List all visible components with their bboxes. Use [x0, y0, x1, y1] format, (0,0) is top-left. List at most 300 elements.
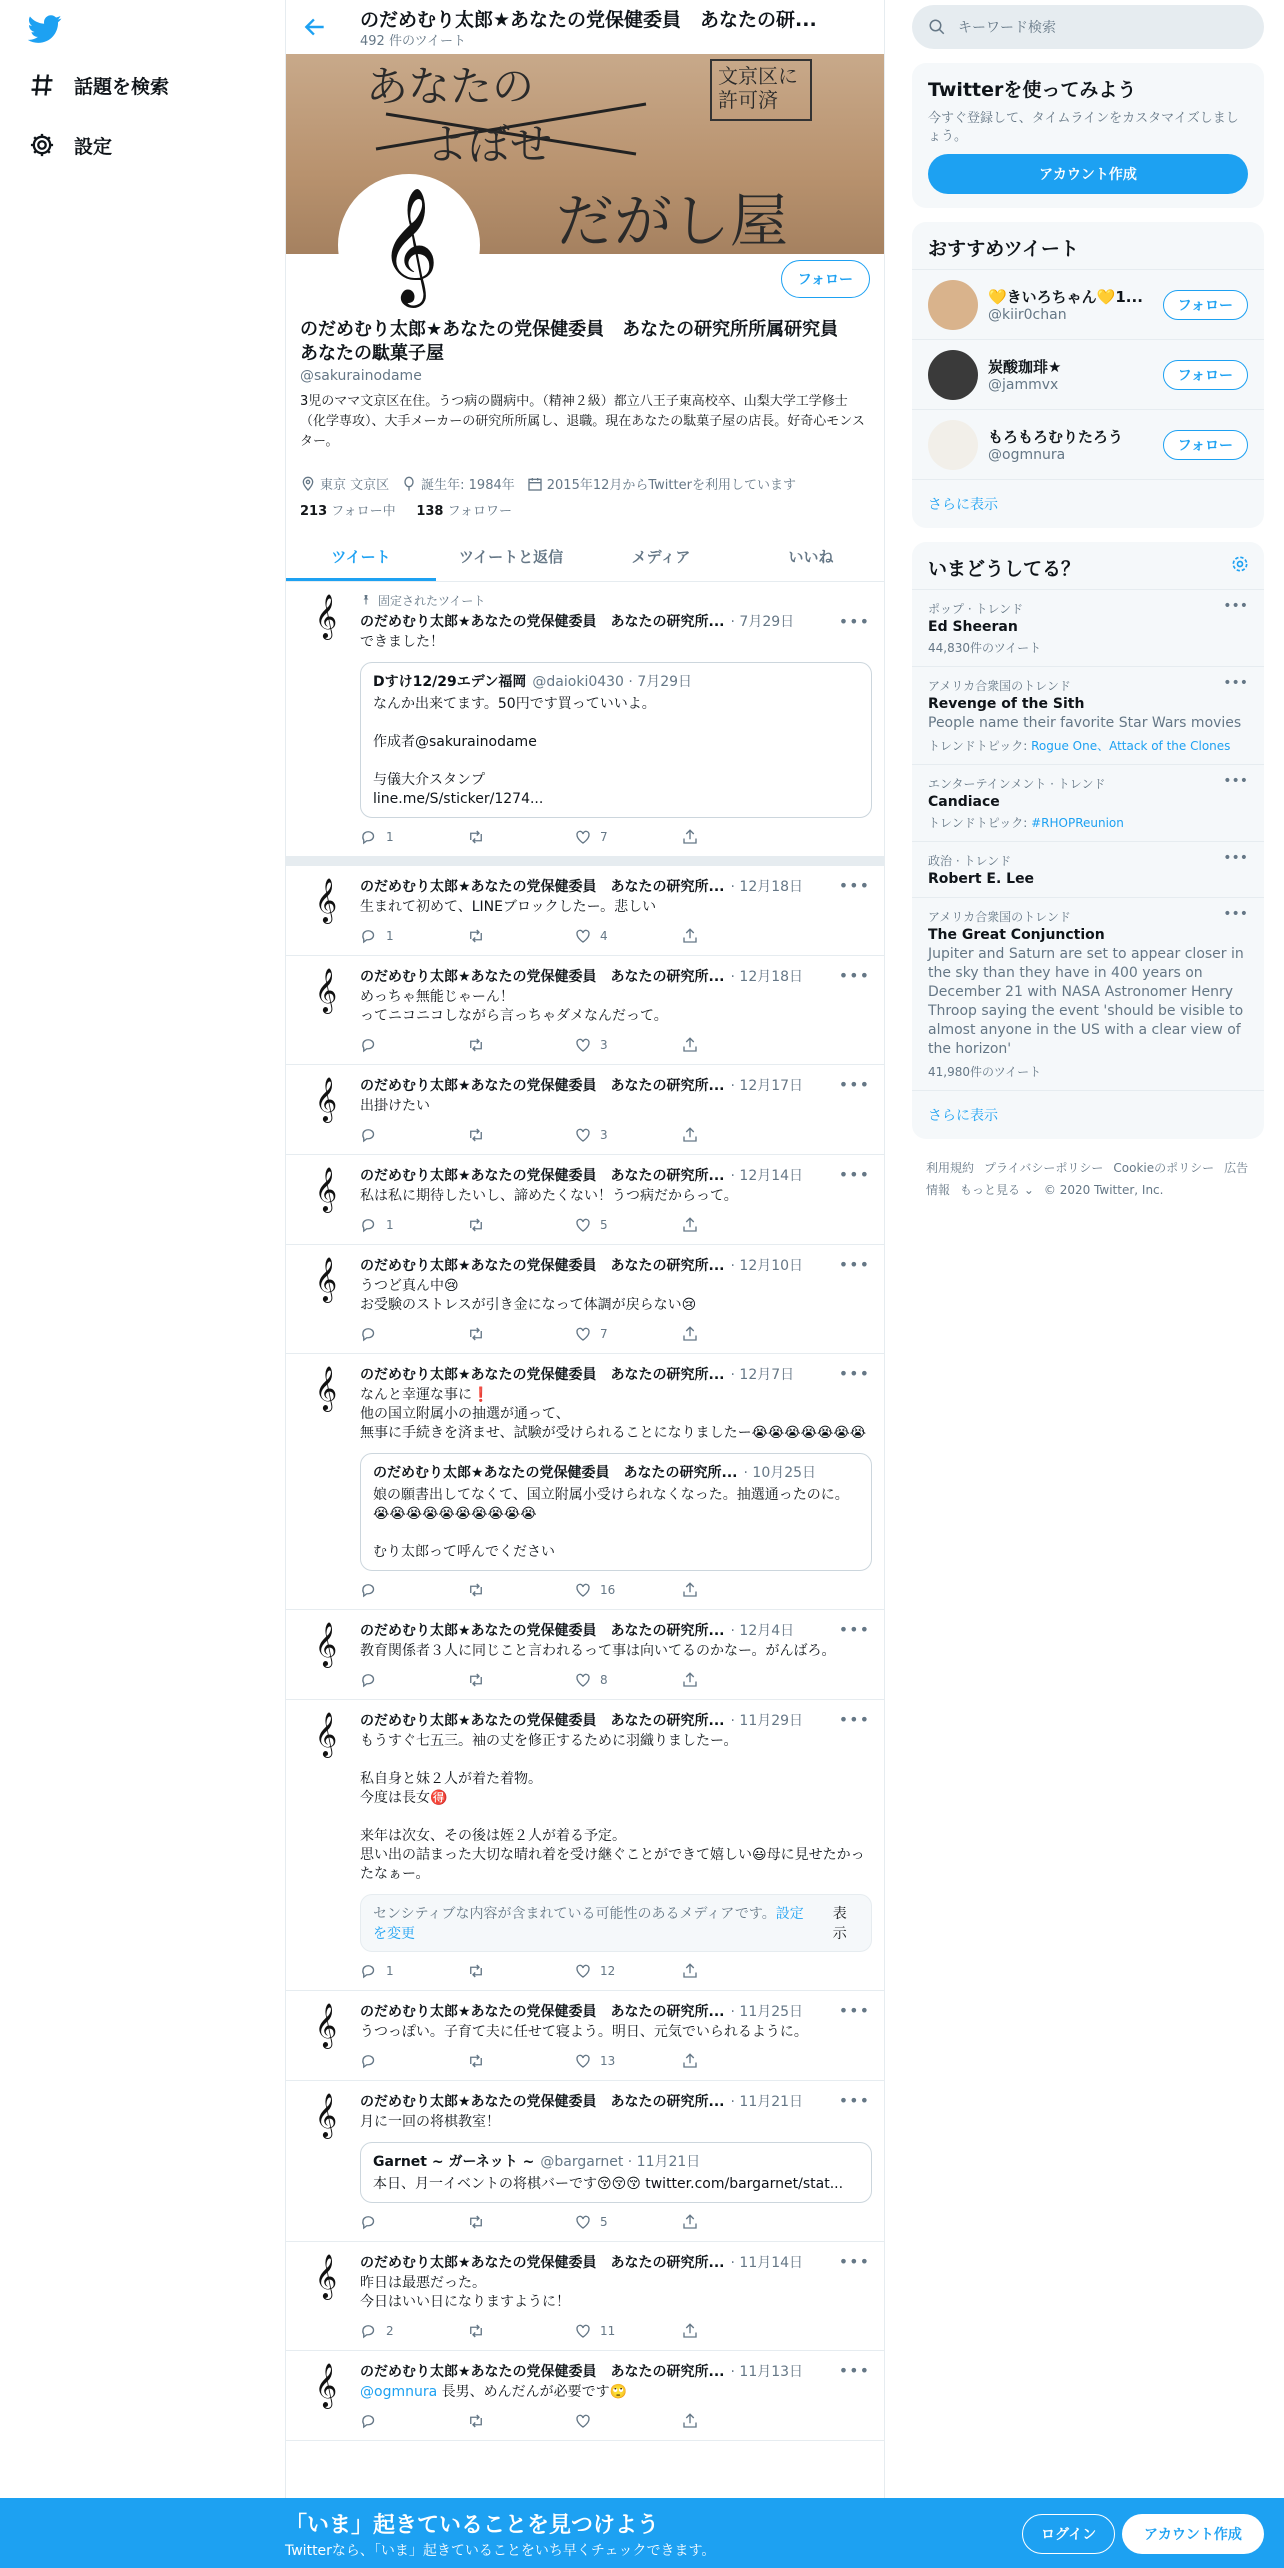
retweet-icon	[467, 2213, 485, 2231]
login-button[interactable]: ログイン	[1022, 2514, 1115, 2554]
tweet-date[interactable]: · 12月10日	[730, 1258, 804, 1274]
search-input[interactable]: キーワード検索	[958, 20, 1056, 36]
tweet-text	[360, 2023, 872, 2042]
heart-button[interactable]	[574, 1036, 681, 1054]
followers-link[interactable]	[416, 504, 512, 519]
location-text: 東京 文京区	[320, 478, 390, 493]
pin-icon	[360, 594, 372, 606]
tweet-body: めっちゃ無能じゃーん！ ってニコニコしながら言っちゃダメなんだって。	[360, 989, 668, 1024]
trend-context: ポップ · トレンド	[928, 602, 1024, 616]
heart-button[interactable]	[574, 828, 681, 846]
tweet-header	[360, 876, 872, 896]
tweet-author-name[interactable]: のだめむり太郎★あなたの党保健委員 あなたの研究所...	[360, 614, 725, 630]
reply-icon	[360, 2213, 378, 2231]
recommended-user[interactable]	[912, 339, 1264, 409]
quoted-header	[373, 2151, 859, 2171]
tweet-header	[360, 1364, 872, 1384]
tweet-date[interactable]: · 12月7日	[730, 1367, 795, 1383]
tweet-author-name[interactable]: のだめむり太郎★あなたの党保健委員 あなたの研究所...	[360, 1168, 725, 1184]
heart-button[interactable]	[574, 927, 681, 945]
retweet-button[interactable]	[467, 2412, 574, 2430]
profile-meta	[300, 474, 796, 493]
tweet-more-icon[interactable]: •••	[838, 2001, 870, 2020]
trend-item[interactable]	[912, 666, 1264, 764]
retweet-button[interactable]	[467, 1671, 574, 1689]
back-arrow-icon[interactable]	[302, 14, 328, 40]
reply-button[interactable]	[360, 1581, 467, 1599]
trend-topics-links[interactable]: #RHOPReunion	[1031, 816, 1124, 830]
retweet-button[interactable]	[467, 2052, 574, 2070]
tab-tweets-replies[interactable]: ツイートと返信	[458, 548, 564, 566]
tweet-avatar[interactable]: 𝄞	[314, 1622, 338, 1666]
nav-settings[interactable]	[28, 125, 112, 165]
reply-icon	[360, 2322, 378, 2340]
share-button[interactable]	[681, 1962, 788, 1980]
share-button[interactable]	[681, 2213, 788, 2231]
tweet-date[interactable]: · 12月4日	[730, 1623, 795, 1639]
recommended-name[interactable]: 炭酸珈琲★	[988, 358, 1062, 376]
trend-item[interactable]	[912, 764, 1264, 841]
tweet-avatar[interactable]: 𝄞	[314, 2363, 338, 2407]
tweet-count: 492 件のツイート	[360, 34, 467, 49]
tweet	[286, 956, 885, 1065]
reply-icon	[360, 2412, 378, 2430]
bottom-signup-button[interactable]: アカウント作成	[1122, 2514, 1264, 2554]
tweet-header	[360, 2001, 872, 2021]
heart-button[interactable]	[574, 1216, 681, 1234]
trends-title: いまどうしてる？	[928, 558, 1081, 580]
trend-more-icon[interactable]: •••	[1223, 598, 1248, 614]
heart-icon	[574, 828, 592, 846]
retweet-icon	[467, 828, 485, 846]
retweet-icon	[467, 2412, 485, 2430]
reply-button[interactable]	[360, 2213, 467, 2231]
tweet-avatar[interactable]: 𝄞	[314, 594, 338, 638]
tweet-text	[360, 1386, 872, 1443]
quoted-header	[373, 1462, 859, 1482]
heart-button[interactable]	[574, 1581, 681, 1599]
tweet-date[interactable]: · 11月25日	[730, 2004, 804, 2020]
trend-topics-links[interactable]: Rogue One、Attack of the Clones	[1031, 739, 1231, 753]
banner-text-1: あなたの	[366, 62, 535, 111]
footer-link[interactable]: Cookieのポリシー	[1113, 1161, 1215, 1175]
left-nav	[0, 0, 285, 2568]
tweet-more-icon[interactable]: •••	[838, 966, 870, 985]
recommended-follow-button[interactable]: フォロー	[1163, 290, 1248, 320]
reply-button[interactable]	[360, 2412, 467, 2430]
birthday	[401, 474, 515, 493]
tweet-body: なんと幸運な事に❗ 他の国立附属小の抽選が通って、 無事に手続きを済ませ、試験が受けられることになりましたー😭😭😭😭😭😭😭	[360, 1387, 867, 1441]
recommended-user[interactable]	[912, 409, 1264, 479]
sensitive-media-notice	[360, 1894, 872, 1952]
tweet-author-name[interactable]: のだめむり太郎★あなたの党保健委員 あなたの研究所...	[360, 2364, 725, 2380]
tweet	[286, 2351, 885, 2441]
reply-count: 1	[386, 830, 394, 844]
quoted-handle-date: @daioki0430 · 7月29日	[532, 674, 693, 690]
gear-icon	[28, 131, 56, 159]
reply-button[interactable]	[360, 828, 467, 846]
tweet-date[interactable]: · 12月18日	[730, 969, 804, 985]
right-sidebar	[912, 0, 1264, 1219]
recommended-avatar[interactable]	[928, 350, 978, 400]
share-icon	[681, 828, 699, 846]
footer-link: © 2020 Twitter, Inc.	[1043, 1183, 1164, 1197]
retweet-icon	[467, 1036, 485, 1054]
nav-settings-label: 設定	[74, 135, 113, 158]
share-button[interactable]	[681, 1036, 788, 1054]
tweet-body: 生まれて初めて、LINEブロックしたー。悲しい	[360, 899, 657, 915]
heart-button[interactable]	[574, 2412, 681, 2430]
trend-more-icon[interactable]: •••	[1223, 906, 1248, 922]
share-icon	[681, 1036, 699, 1054]
trend-more-icon[interactable]: •••	[1223, 675, 1248, 691]
reply-icon	[360, 1036, 378, 1054]
tweet-more-icon[interactable]: •••	[838, 876, 870, 895]
trend-name: Revenge of the Sith	[928, 696, 1085, 712]
tab-media[interactable]: メディア	[631, 548, 691, 566]
reply-count: 1	[386, 1218, 394, 1232]
share-icon	[681, 2322, 699, 2340]
recommended-user[interactable]	[912, 269, 1264, 339]
tweet-date[interactable]: · 11月21日	[730, 2094, 804, 2110]
tab-likes[interactable]: いいね	[788, 548, 834, 566]
recommended-more-link[interactable]: さらに表示	[912, 479, 1264, 528]
recommended-info	[988, 286, 1163, 323]
tweet-date[interactable]: · 12月17日	[730, 1078, 804, 1094]
tweet-author-name[interactable]: のだめむり太郎★あなたの党保健委員 あなたの研究所...	[360, 969, 725, 985]
tweet-header	[360, 1255, 872, 1275]
tab-tweets[interactable]: ツイート	[286, 532, 436, 581]
retweet-button[interactable]	[467, 2213, 574, 2231]
recommended-follow-button[interactable]: フォロー	[1163, 360, 1248, 390]
share-button[interactable]	[681, 1325, 788, 1343]
bottom-bar-subtitle: Twitterなら、「いま」起きていることをいち早くチェックできます。	[285, 2543, 716, 2559]
recommended-name[interactable]: 💛きいろちゃん💛1...	[988, 288, 1143, 306]
tweet-author-name[interactable]: のだめむり太郎★あなたの党保健委員 あなたの研究所...	[360, 1713, 725, 1729]
heart-icon	[574, 1036, 592, 1054]
trend-name: Candiace	[928, 794, 1000, 810]
tweet-author-name[interactable]: のだめむり太郎★あなたの党保健委員 あなたの研究所...	[360, 1258, 725, 1274]
footer-link[interactable]: プライバシーポリシー	[984, 1161, 1104, 1175]
quoted-tweet[interactable]	[360, 1453, 872, 1571]
footer-link[interactable]: もっと見る ⌄	[960, 1183, 1034, 1197]
retweet-button[interactable]	[467, 1036, 574, 1054]
tweet-author-name[interactable]: のだめむり太郎★あなたの党保健委員 あなたの研究所...	[360, 1623, 725, 1639]
signup-title: Twitterを使ってみよう	[928, 79, 1137, 101]
recommended-handle: @kiir0chan	[988, 307, 1067, 323]
trend-item[interactable]	[912, 897, 1264, 1090]
reply-count: 1	[386, 1964, 394, 1978]
banner-text-2: だがし屋	[556, 187, 789, 254]
retweet-button[interactable]	[467, 1581, 574, 1599]
share-button[interactable]	[681, 1581, 788, 1599]
trend-count: 41,980件のツイート	[928, 1065, 1042, 1079]
heart-button[interactable]	[574, 1671, 681, 1689]
nav-explore[interactable]	[28, 65, 169, 105]
heart-icon	[574, 1581, 592, 1599]
tweet-more-icon[interactable]: •••	[838, 1255, 870, 1274]
share-button[interactable]	[681, 927, 788, 945]
tweet	[286, 2081, 885, 2242]
quoted-handle-date: @bargarnet · 11月21日	[540, 2154, 701, 2170]
tweet-body: 私は私に期待したいし、諦めたくない！うつ病だからって。	[360, 1188, 738, 1204]
reply-button[interactable]	[360, 1036, 467, 1054]
tweet-text	[360, 988, 872, 1026]
location	[300, 474, 389, 493]
retweet-icon	[467, 927, 485, 945]
quoted-text: 娘の願書出してなくて、国立附属小受けられなくなった。抽選通ったのに。😭😭😭😭😭😭😭😭😭😭 むり太郎って呼んでください	[373, 1487, 849, 1560]
tweet-more-icon[interactable]: •••	[838, 2361, 870, 2380]
tweet-avatar[interactable]: 𝄞	[314, 1257, 338, 1301]
following-count: 213	[300, 504, 328, 519]
retweet-button[interactable]	[467, 1126, 574, 1144]
trend-name: Robert E. Lee	[928, 871, 1035, 887]
reply-button[interactable]	[360, 1325, 467, 1343]
trends-more-link[interactable]: さらに表示	[912, 1090, 1264, 1139]
retweet-icon	[467, 1581, 485, 1599]
following-link[interactable]	[300, 504, 396, 519]
trend-count: 44,830件のツイート	[928, 641, 1042, 655]
tweet-date[interactable]: · 12月14日	[730, 1168, 804, 1184]
tweet-author-name[interactable]: のだめむり太郎★あなたの党保健委員 あなたの研究所...	[360, 879, 725, 895]
quoted-tweet[interactable]	[360, 662, 872, 818]
trend-item[interactable]	[912, 589, 1264, 666]
footer-link[interactable]: 広告情報	[926, 1161, 1249, 1197]
trend-context: 政治 · トレンド	[928, 854, 1012, 868]
tweet-body: できました！	[360, 634, 444, 650]
retweet-icon	[467, 2322, 485, 2340]
change-settings-link[interactable]: 設定を変更	[373, 1906, 804, 1942]
tweet-text	[360, 1187, 872, 1206]
heart-count: 7	[600, 830, 608, 844]
quoted-text: なんか出来てます。50円です買っていいよ。 作成者@sakurainodame 与儀大介スタンプ line.me/S/sticker/1274...	[373, 696, 656, 807]
retweet-button[interactable]	[467, 828, 574, 846]
tweet-author-name[interactable]: のだめむり太郎★あなたの党保健委員 あなたの研究所...	[360, 2255, 725, 2271]
reply-icon	[360, 1581, 378, 1599]
share-button[interactable]	[681, 2412, 788, 2430]
trend-more-icon[interactable]: •••	[1223, 773, 1248, 789]
tweet-avatar[interactable]: 𝄞	[314, 968, 338, 1012]
trend-description: Jupiter and Saturn are set to appear closer in the sky than they have in 400 years on December 21 with NASA Astronomer Henry Throop saying the event 'should be visible to almost anyone in the US with a clear view of the horizon'	[928, 946, 1244, 1057]
share-icon	[681, 1325, 699, 1343]
recommended-avatar[interactable]	[928, 420, 978, 470]
tweet-date[interactable]: · 7月29日	[730, 614, 795, 630]
retweet-button[interactable]	[467, 927, 574, 945]
tweet-more-icon[interactable]: •••	[838, 1364, 870, 1383]
follow-button[interactable]: フォロー	[781, 260, 870, 298]
tweet-date[interactable]: · 12月18日	[730, 879, 804, 895]
tweet	[286, 1700, 885, 1991]
tweet-avatar[interactable]: 𝄞	[314, 1366, 338, 1410]
share-icon	[681, 2412, 699, 2430]
tweet-actions	[360, 1581, 872, 1599]
tweet-more-icon[interactable]: •••	[838, 2252, 870, 2271]
tweet-actions	[360, 1962, 872, 1980]
tweet-more-icon[interactable]: •••	[838, 2091, 870, 2110]
retweet-button[interactable]	[467, 1962, 574, 1980]
reply-button[interactable]	[360, 2052, 467, 2070]
heart-button[interactable]	[574, 2322, 681, 2340]
sensitive-text: センシティブな内容が含まれている可能性のあるメディアです。	[373, 1906, 776, 1922]
tweet-author-name[interactable]: のだめむり太郎★あなたの党保健委員 あなたの研究所...	[360, 2004, 725, 2020]
quoted-author: のだめむり太郎★あなたの党保健委員 あなたの研究所...	[373, 1465, 738, 1481]
tweet-actions	[360, 2052, 872, 2070]
following-label: フォロー中	[331, 504, 396, 519]
calendar-icon	[527, 476, 543, 492]
tweet-text	[360, 633, 872, 652]
joined	[527, 474, 796, 493]
nav-explore-label: 話題を検索	[74, 75, 170, 98]
retweet-button[interactable]	[467, 2322, 574, 2340]
recommended-title: おすすめツイート	[928, 238, 1079, 260]
tweet-avatar[interactable]: 𝄞	[314, 878, 338, 922]
heart-icon	[574, 2322, 592, 2340]
heart-button[interactable]	[574, 1126, 681, 1144]
trend-context: エンターテインメント · トレンド	[928, 777, 1106, 791]
tweet-date[interactable]: · 11月14日	[730, 2255, 804, 2271]
heart-button[interactable]	[574, 1962, 681, 1980]
show-media-button[interactable]: 表示	[832, 1906, 847, 1942]
tweet-actions	[360, 927, 872, 945]
retweet-icon	[467, 1325, 485, 1343]
recommended-info	[988, 356, 1163, 393]
tweet	[286, 582, 885, 866]
signup-desc: 今すぐ登録して、タイムラインをカスタマイズしましょう。	[928, 111, 1239, 144]
profile-tabs	[286, 532, 885, 582]
share-icon	[681, 1581, 699, 1599]
sensitive-text-wrap	[373, 1903, 817, 1943]
reply-button[interactable]	[360, 1126, 467, 1144]
signup-button[interactable]: アカウント作成	[928, 154, 1248, 194]
reply-icon	[360, 927, 378, 945]
recommended-name[interactable]: もろもろむりたろう	[988, 428, 1124, 446]
share-button[interactable]	[681, 1671, 788, 1689]
tweet-date[interactable]: · 11月13日	[730, 2364, 804, 2380]
tweet-avatar[interactable]: 𝄞	[314, 2254, 338, 2298]
tweet-author-name[interactable]: のだめむり太郎★あなたの党保健委員 あなたの研究所...	[360, 1078, 725, 1094]
retweet-icon	[467, 1962, 485, 1980]
share-button[interactable]	[681, 1126, 788, 1144]
trend-context: アメリカ合衆国のトレンド	[928, 679, 1071, 693]
retweet-button[interactable]	[467, 1216, 574, 1234]
recommended-follow-button[interactable]: フォロー	[1163, 430, 1248, 460]
reply-button[interactable]	[360, 1962, 467, 1980]
share-button[interactable]	[681, 828, 788, 846]
tweet-avatar[interactable]: 𝄞	[314, 2093, 338, 2137]
profile-header	[286, 0, 884, 54]
reply-count: 1	[386, 929, 394, 943]
trend-more-icon[interactable]: •••	[1223, 850, 1248, 866]
tweet-date[interactable]: · 11月29日	[730, 1713, 804, 1729]
tweet-header	[360, 2361, 872, 2381]
trends-settings-icon[interactable]	[1230, 554, 1250, 574]
heart-count: 11	[600, 2324, 616, 2338]
tweet-more-icon[interactable]: •••	[838, 1075, 870, 1094]
profile-name: のだめむり太郎★あなたの党保健委員 あなたの研究所所属研究員 あなたの駄菓子屋	[300, 319, 857, 364]
tweet-avatar[interactable]: 𝄞	[314, 1077, 338, 1121]
tweet-more-icon[interactable]: •••	[838, 1620, 870, 1639]
footer-link[interactable]: 利用規約	[926, 1161, 975, 1175]
reply-button[interactable]	[360, 2322, 467, 2340]
signup-card	[912, 63, 1264, 208]
trend-item[interactable]	[912, 841, 1264, 897]
tweet-header	[360, 966, 872, 986]
tweet	[286, 1610, 885, 1700]
heart-count: 12	[600, 1964, 616, 1978]
retweet-icon	[467, 1671, 485, 1689]
heart-button[interactable]	[574, 1325, 681, 1343]
quoted-tweet[interactable]	[360, 2142, 872, 2203]
share-button[interactable]	[681, 2052, 788, 2070]
tweet-author-name[interactable]: のだめむり太郎★あなたの党保健委員 あなたの研究所...	[360, 2094, 725, 2110]
search-box[interactable]	[912, 5, 1264, 49]
tweet-actions	[360, 1325, 872, 1343]
tweet-text	[360, 2113, 872, 2132]
reply-icon	[360, 1126, 378, 1144]
heart-icon	[574, 2213, 592, 2231]
followers-count: 138	[416, 504, 444, 519]
avatar[interactable]: 𝄞	[338, 174, 480, 316]
heart-count: 7	[600, 1327, 608, 1341]
trend-topics-label: トレンドトピック:	[928, 739, 1032, 753]
recommended-avatar[interactable]	[928, 280, 978, 330]
reply-button[interactable]	[360, 1216, 467, 1234]
heart-icon	[574, 2412, 592, 2430]
heart-icon	[574, 1216, 592, 1234]
retweet-button[interactable]	[467, 1325, 574, 1343]
profile-handle: @sakurainodame	[300, 368, 422, 384]
share-button[interactable]	[681, 1216, 788, 1234]
tweet-more-icon[interactable]: •••	[838, 612, 870, 631]
heart-button[interactable]	[574, 2213, 681, 2231]
tweet-text	[360, 898, 872, 917]
heart-icon	[574, 2052, 592, 2070]
tweet-more-icon[interactable]: •••	[838, 1165, 870, 1184]
quoted-handle-date: · 10月25日	[743, 1465, 817, 1481]
tweet-actions	[360, 2213, 872, 2231]
recommended-handle: @jammvx	[988, 377, 1059, 393]
tweet-header	[360, 1620, 872, 1640]
tweet-author-name[interactable]: のだめむり太郎★あなたの党保健委員 あなたの研究所...	[360, 1367, 725, 1383]
footer-links	[912, 1139, 1264, 1219]
tweet	[286, 2242, 885, 2351]
reply-icon	[360, 828, 378, 846]
reply-button[interactable]	[360, 927, 467, 945]
tweet	[286, 866, 885, 956]
heart-count: 4	[600, 929, 608, 943]
twitter-logo-icon[interactable]	[28, 12, 62, 46]
reply-button[interactable]	[360, 1671, 467, 1689]
main-column	[285, 0, 885, 2568]
share-icon	[681, 1126, 699, 1144]
tweet-list	[286, 582, 885, 2441]
retweet-icon	[467, 1126, 485, 1144]
tweet-header	[360, 611, 872, 631]
recommended-info	[988, 426, 1163, 463]
heart-count: 5	[600, 1218, 608, 1232]
tweet-text	[360, 1277, 872, 1315]
trend-topics	[928, 737, 1248, 754]
tweet-avatar[interactable]: 𝄞	[314, 2003, 338, 2047]
share-button[interactable]	[681, 2322, 788, 2340]
heart-button[interactable]	[574, 2052, 681, 2070]
tweet-mention[interactable]: @ogmnura	[360, 2384, 438, 2400]
joined-text: 2015年12月からTwitterを利用しています	[546, 478, 796, 493]
tweet-avatar[interactable]: 𝄞	[314, 1712, 338, 1756]
recommended-card	[912, 222, 1264, 528]
tweet-more-icon[interactable]: •••	[838, 1710, 870, 1729]
tweet-avatar[interactable]: 𝄞	[314, 1167, 338, 1211]
